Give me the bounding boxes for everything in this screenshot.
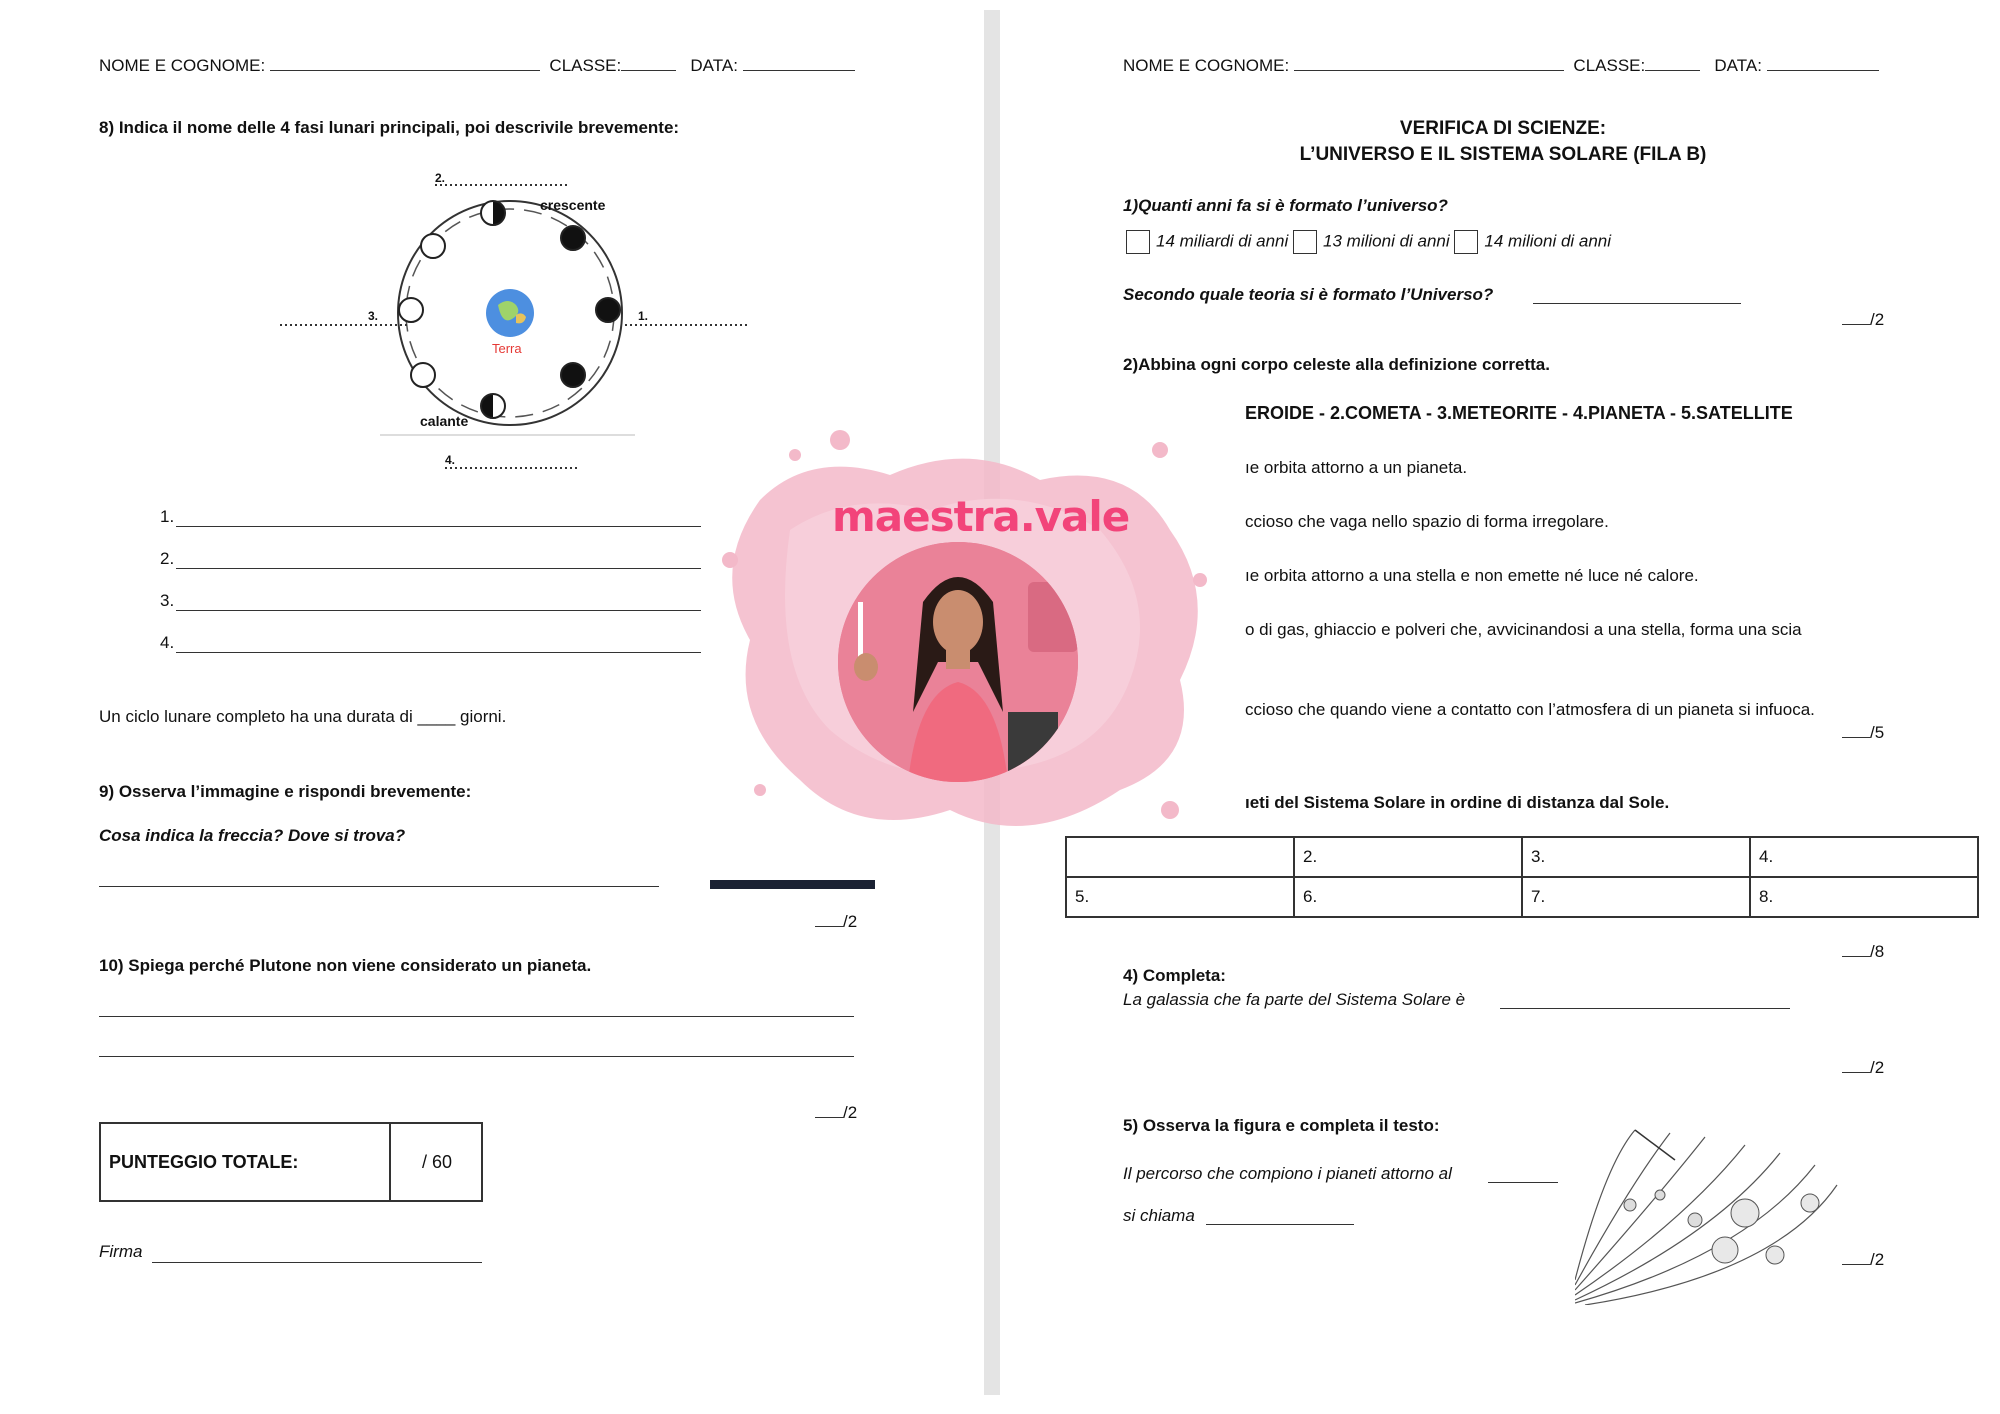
moon-phase-diagram	[270, 165, 750, 485]
diagram-num-3: 3.	[368, 309, 379, 323]
q10-title: 10) Spiega perché Plutone non viene considerato un pianeta.	[99, 956, 592, 975]
q2-definition: ıe orbita attorno a una stella e non emette né luce né calore.	[1245, 566, 1699, 585]
q5-text-2: si chiama	[1123, 1206, 1195, 1225]
q9-image-strip	[710, 880, 875, 889]
answer-line-label: 3.	[160, 591, 175, 610]
label-terra: Terra	[492, 341, 522, 356]
date-field[interactable]	[1767, 56, 1879, 71]
q9-answer-line[interactable]	[99, 886, 659, 887]
q10-score: /2	[815, 1103, 857, 1123]
signature-line[interactable]	[152, 1262, 482, 1263]
date-label: DATA:	[1714, 56, 1762, 75]
planet-cell[interactable]: 6.	[1294, 877, 1522, 917]
name-label: NOME E COGNOME:	[1123, 56, 1290, 75]
q10-answer-line[interactable]	[99, 1016, 854, 1017]
planet-cell[interactable]: 7.	[1522, 877, 1750, 917]
answer-line[interactable]	[176, 652, 701, 653]
diagram-num-4: 4.	[445, 453, 456, 467]
q5-answer-line[interactable]	[1206, 1224, 1354, 1225]
name-label: NOME E COGNOME:	[99, 56, 266, 75]
q4-score: /2	[1842, 1058, 1884, 1078]
option-label: 14 miliardi di anni	[1156, 231, 1289, 251]
planet-cell[interactable]: 2.	[1294, 837, 1522, 877]
q5-text-1: Il percorso che compiono i pianeti attorno al	[1123, 1164, 1452, 1183]
total-score-box	[99, 1122, 483, 1202]
q1-title: 1)Quanti anni fa si è formato l’universo?	[1123, 196, 1448, 215]
solar-system-sketch	[1575, 1125, 1845, 1305]
diagram-num-2: 2.	[435, 171, 446, 185]
option-label: 13 milioni di anni	[1323, 231, 1450, 251]
q5-title: 5) Osserva la figura e completa il testo:	[1123, 1116, 1440, 1135]
option-checkbox[interactable]	[1454, 230, 1478, 254]
left-header	[99, 56, 855, 76]
label-crescente: crescente	[540, 197, 606, 213]
test-subtitle: L’UNIVERSO E IL SISTEMA SOLARE (FILA B)	[1299, 144, 1707, 165]
name-field[interactable]	[270, 56, 540, 71]
planet-cell[interactable]: 4.	[1750, 837, 1978, 877]
option-checkbox[interactable]	[1126, 230, 1150, 254]
planet-cell[interactable]: 5.	[1066, 877, 1294, 917]
answer-line-label: 2.	[160, 549, 175, 568]
option-checkbox[interactable]	[1293, 230, 1317, 254]
q5-score: /2	[1842, 1250, 1884, 1270]
q4-answer-line[interactable]	[1500, 1008, 1790, 1009]
answer-line-label: 1.	[160, 507, 175, 526]
q9-question: Cosa indica la freccia? Dove si trova?	[99, 826, 406, 845]
diagram-num-1: 1.	[638, 309, 649, 323]
date-label: DATA:	[690, 56, 738, 75]
q2-body-list: EROIDE - 2.COMETA - 3.METEORITE - 4.PIANETA - 5.SATELLITE	[1245, 403, 1793, 423]
q3-score: /8	[1842, 942, 1884, 962]
q9-score: /2	[815, 912, 857, 932]
right-header	[1123, 56, 1879, 76]
class-field[interactable]	[1645, 56, 1700, 71]
class-field[interactable]	[621, 56, 676, 71]
q4-title: 4) Completa:	[1123, 966, 1226, 985]
answer-line[interactable]	[176, 568, 701, 569]
total-value: / 60	[421, 1151, 453, 1172]
q2-definition: o di gas, ghiaccio e polveri che, avvicinandosi a una stella, forma una scia	[1245, 620, 1802, 639]
name-field[interactable]	[1294, 56, 1564, 71]
class-label: CLASSE:	[1573, 56, 1646, 75]
q3-title: ıeti del Sistema Solare in ordine di distanza dal Sole.	[1245, 793, 1670, 812]
q1-theory-answer-line[interactable]	[1533, 303, 1741, 304]
q5-answer-line[interactable]	[1488, 1182, 1558, 1183]
q4-text: La galassia che fa parte del Sistema Solare è	[1123, 990, 1466, 1009]
signature-label: Firma	[99, 1242, 143, 1261]
answer-line[interactable]	[176, 526, 701, 527]
planet-cell[interactable]: 8.	[1750, 877, 1978, 917]
q2-title: 2)Abbina ogni corpo celeste alla definizione corretta.	[1123, 355, 1550, 374]
lunar-cycle-text: Un ciclo lunare completo ha una durata di ____ giorni.	[99, 707, 507, 726]
option-label: 14 milioni di anni	[1484, 231, 1612, 251]
planet-cell[interactable]: 3.	[1522, 837, 1750, 877]
q2-score: /5	[1842, 723, 1884, 743]
class-label: CLASSE:	[549, 56, 622, 75]
answer-line[interactable]	[176, 610, 701, 611]
date-field[interactable]	[743, 56, 855, 71]
q1-theory-question: Secondo quale teoria si è formato l’Universo?	[1123, 285, 1494, 304]
label-calante: calante	[420, 413, 469, 429]
q8-title: 8) Indica il nome delle 4 fasi lunari principali, poi descrivile brevemente:	[99, 118, 680, 137]
test-title: VERIFICA DI SCIENZE:	[1399, 118, 1607, 139]
answer-line-label: 4.	[160, 633, 175, 652]
avatar	[838, 542, 1078, 782]
q2-definition: ccioso che quando viene a contatto con l’atmosfera di un pianeta si infuoca.	[1245, 700, 1815, 719]
q1-score: /2	[1842, 310, 1884, 330]
q2-definition: ıe orbita attorno a un pianeta.	[1245, 458, 1468, 477]
q10-answer-line[interactable]	[99, 1056, 854, 1057]
q9-title: 9) Osserva l’immagine e rispondi brevemente:	[99, 782, 472, 801]
q2-definition: ccioso che vaga nello spazio di forma irregolare.	[1245, 512, 1609, 531]
q1-options	[1126, 230, 1611, 254]
total-label: PUNTEGGIO TOTALE:	[109, 1151, 299, 1172]
brand-logo-text: maestra.vale	[832, 492, 1130, 541]
